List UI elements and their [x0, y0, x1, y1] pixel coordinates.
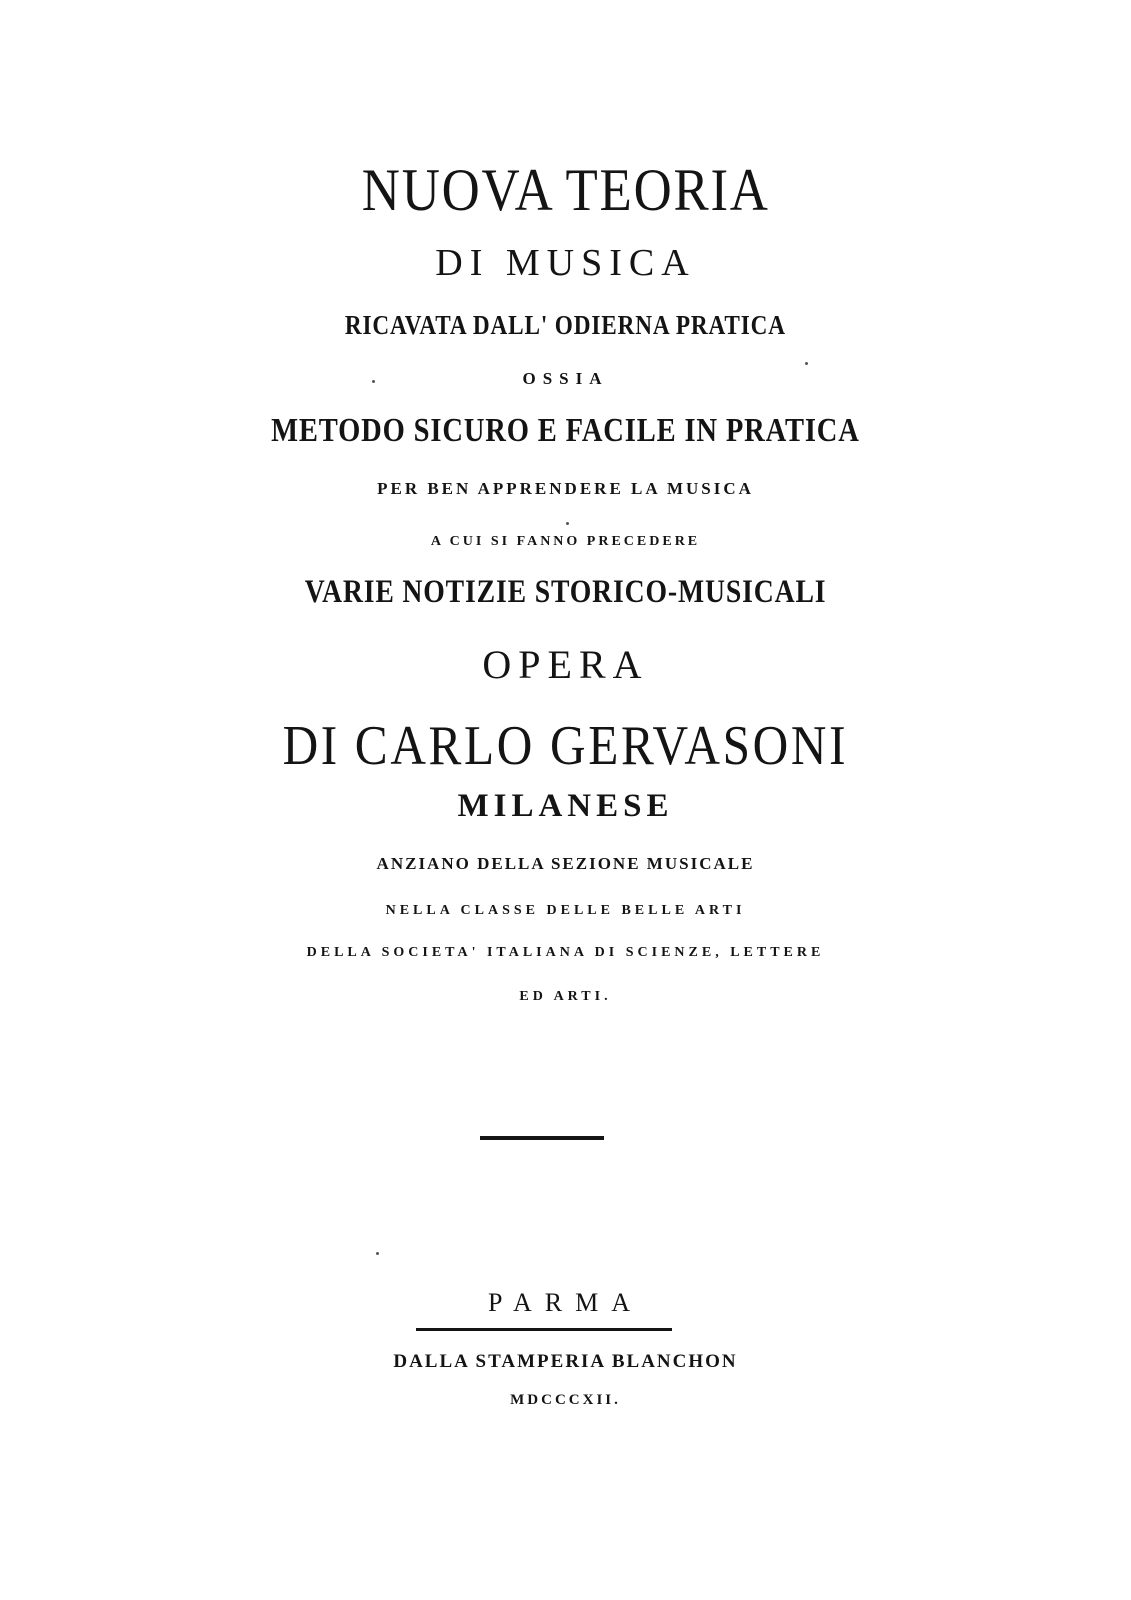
conjunction-line: OSSIA [522, 369, 609, 388]
origin-line: MILANESE [457, 788, 674, 824]
imprint-year: MDCCCXII. [510, 1392, 621, 1408]
paper-speck [376, 1252, 379, 1255]
title-line-1-text: NUOVA TEORIA [361, 157, 770, 223]
author-text: DI CARLO GERVASONI [282, 715, 849, 777]
title-line-1 [0, 157, 1131, 223]
paper-speck [805, 362, 808, 365]
subtitle-text: RICAVATA DALL' ODIERNA PRATICA [344, 310, 787, 340]
affiliation-line-4: ED ARTI. [519, 989, 612, 1004]
imprint-printer: DALLA STAMPERIA BLANCHON [393, 1351, 738, 1372]
alt-title-text: METODO SICURO E FACILE IN PRATICA [271, 412, 860, 449]
work-label-line: OPERA [482, 642, 649, 687]
paper-speck [372, 380, 375, 383]
imprint-place: PARMA [487, 1288, 644, 1317]
affiliation-line-2: NELLA CLASSE DELLE BELLE ARTI [385, 903, 746, 918]
imprint-rule [416, 1328, 672, 1331]
alt-title-line [0, 414, 1131, 448]
preface-intro-line: A CUI SI FANNO PRECEDERE [430, 534, 701, 549]
preface-subject-line [0, 576, 1131, 609]
affiliation-line-3: DELLA SOCIETA' ITALIANA DI SCIENZE, LETTERE [306, 945, 825, 960]
paper-speck [566, 522, 569, 525]
subtitle-line [0, 312, 1131, 339]
preface-subject-text: VARIE NOTIZIE STORICO-MUSICALI [304, 574, 827, 610]
title-line-2: DI MUSICA [435, 242, 696, 284]
ornamental-rule [480, 1136, 604, 1140]
purpose-line: PER BEN APPRENDERE LA MUSICA [377, 479, 754, 498]
affiliation-line-1: ANZIANO DELLA SEZIONE MUSICALE [376, 854, 755, 873]
author-line [0, 715, 1131, 777]
